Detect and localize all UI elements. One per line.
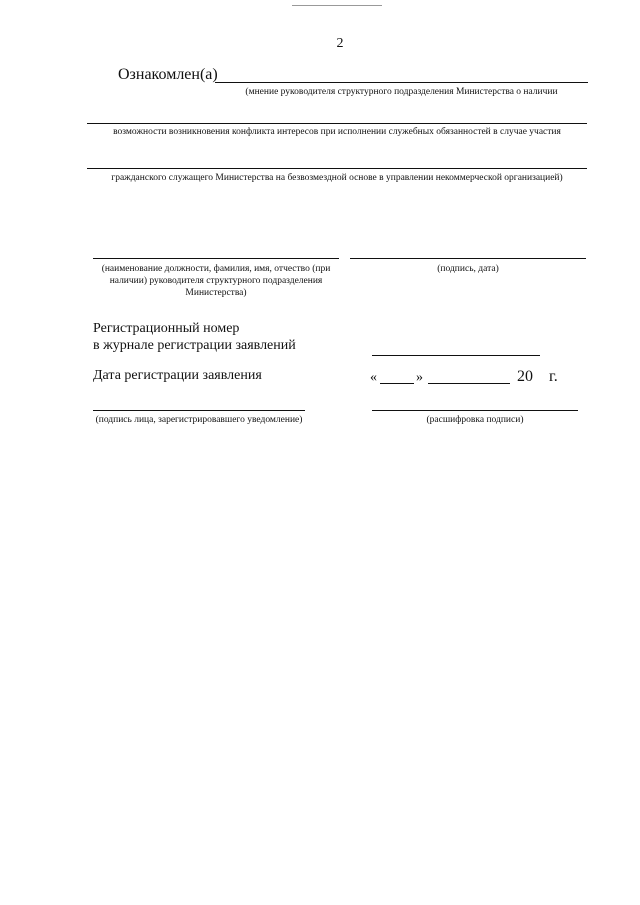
acknowledged-line[interactable] [215, 82, 588, 83]
head-name-caption: (наименование должности, фамилия, имя, отчество (при наличии) руководителя структурного подразделения Министерства) [101, 264, 331, 298]
date-open-quote: « [370, 370, 377, 385]
date-month-field[interactable] [428, 383, 510, 384]
registration-number-label-2: в журнале регистрации заявлений [93, 338, 296, 353]
date-year-prefix: 20 [517, 368, 533, 385]
scan-edge-mark [292, 5, 382, 6]
head-name-line[interactable] [93, 258, 339, 259]
page-number: 2 [336, 36, 344, 51]
registration-date-label: Дата регистрации заявления [93, 368, 262, 383]
signature-transcript-line[interactable] [372, 410, 578, 411]
registrar-signature-line[interactable] [93, 410, 305, 411]
acknowledged-label: Ознакомлен(а) [118, 66, 218, 83]
acknowledged-caption-2: возможности возникновения конфликта интересов при исполнении служебных обязанностей в случае участия [113, 127, 561, 137]
head-signature-caption: (подпись, дата) [437, 264, 499, 274]
signature-transcript-caption: (расшифровка подписи) [426, 415, 524, 425]
registration-number-field[interactable] [372, 355, 540, 356]
opinion-line-3[interactable] [87, 168, 587, 169]
registrar-signature-caption: (подпись лица, зарегистрировавшего уведомление) [95, 415, 303, 425]
acknowledged-caption-3: гражданского служащего Министерства на безвозмездной основе в управлении некоммерческой организацией) [111, 173, 563, 183]
head-signature-line[interactable] [350, 258, 586, 259]
date-day-field[interactable] [380, 383, 414, 384]
acknowledged-caption-1: (мнение руководителя структурного подразделения Министерства о наличии [245, 87, 558, 97]
date-year-suffix: г. [549, 368, 558, 385]
opinion-line-2[interactable] [87, 123, 587, 124]
registration-number-label-1: Регистрационный номер [93, 321, 240, 336]
date-close-quote: » [416, 370, 423, 385]
